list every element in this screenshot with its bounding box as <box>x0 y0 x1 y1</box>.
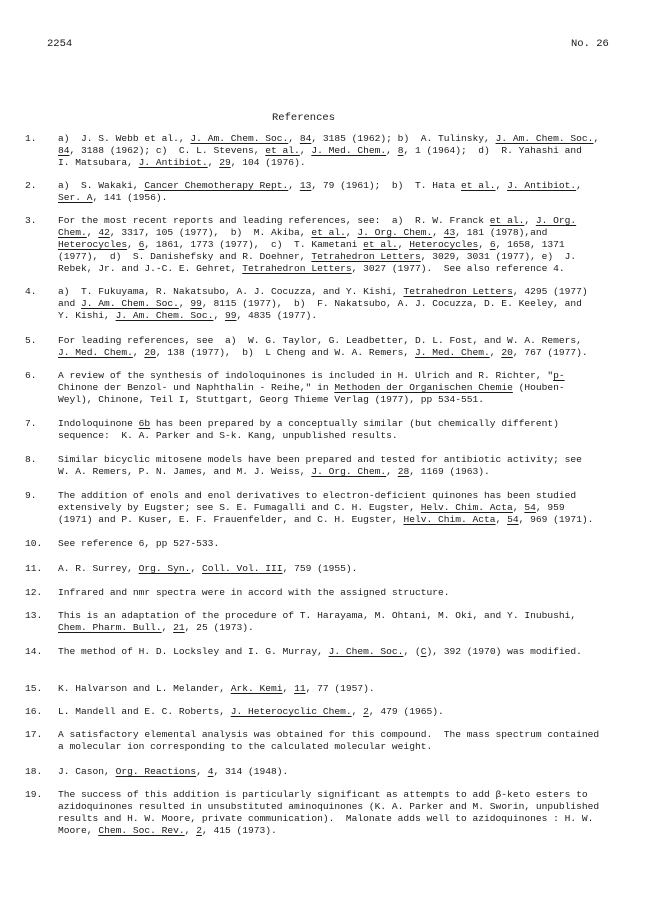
text-segment: , <box>288 180 300 191</box>
underlined-citation: Ser. A <box>58 192 93 203</box>
underlined-citation: J. Antibiot. <box>507 180 577 191</box>
text-segment: , 1861, 1773 (1977), c) T. Kametani <box>144 239 364 250</box>
text-segment: , <box>489 347 502 358</box>
reference-number: 2. <box>25 180 37 191</box>
text-segment: A review of the synthesis of indoloquinones is included in H. Ulrich and R. Richter, " <box>58 370 554 381</box>
underlined-citation: 2 <box>363 706 369 717</box>
reference-line <box>58 145 643 157</box>
underlined-citation: Tetrahedron Letters <box>403 286 513 297</box>
text-segment: Weyl), Chinone, Teil I, Stuttgart, Georg Thieme Verlag (1977), pp 534-551. <box>58 394 485 405</box>
reference-line <box>58 133 643 145</box>
text-segment: , <box>524 215 536 226</box>
reference-text <box>58 454 643 478</box>
underlined-citation: 20 <box>144 347 156 358</box>
underlined-citation: 2 <box>196 825 202 836</box>
text-segment: , 1169 (1963). <box>409 466 490 477</box>
reference-line <box>58 382 643 394</box>
text-segment: results and H. W. Moore, private communication). Malonate adds well to azidoquinones : H. W. <box>58 813 594 824</box>
reference-text <box>58 563 643 575</box>
text-segment: , 3027 (1977). See also reference 4. <box>351 263 565 274</box>
underlined-citation: Tetrahedron Letters <box>311 251 421 262</box>
text-segment: , <box>190 563 202 574</box>
text-segment: Chinone der Benzol- und Naphthalin - Reihe," in <box>58 382 335 393</box>
underlined-citation: 54 <box>507 514 519 525</box>
text-segment: (1971) and P. Kuser, E. F. Frauenfelder, and C. H. Eugster, <box>58 514 404 525</box>
text-segment: , 104 (1976). <box>230 157 306 168</box>
text-segment: This is an adaptation of the procedure of T. Harayama, M. Ohtani, M. Oki, and Y. Inubushi, <box>58 610 577 621</box>
text-segment: a molecular ion corresponding to the calculated molecular weight. <box>58 741 433 752</box>
text-segment: , 415 (1973). <box>201 825 277 836</box>
reference-number: 4. <box>25 286 37 297</box>
text-segment: has been prepared by a conceptually similar (but chemically different) <box>150 418 559 429</box>
text-segment: J. Cason, <box>58 766 116 777</box>
reference-text <box>58 587 643 599</box>
reference-number: 14. <box>25 646 43 657</box>
reference-text <box>58 610 643 634</box>
underlined-citation: J. Am. Chem. Soc. <box>190 133 289 144</box>
reference-number: 1. <box>25 133 37 144</box>
text-segment: , <box>495 180 508 191</box>
underlined-citation: et al. <box>489 215 525 226</box>
underlined-citation: 13 <box>299 180 312 191</box>
reference-text <box>58 706 643 718</box>
reference-line <box>58 466 643 478</box>
reference-number: 12. <box>25 587 43 598</box>
underlined-citation: Helv. Chim. Acta <box>420 502 513 513</box>
underlined-citation: C <box>420 646 427 657</box>
reference-line <box>58 310 643 322</box>
underlined-citation: J. Org. <box>535 215 577 226</box>
reference-number: 7. <box>25 418 37 429</box>
text-segment: L. Mandell and E. C. Roberts, <box>58 706 231 717</box>
underlined-citation: p- <box>553 370 565 381</box>
text-segment: , 25 (1973). <box>184 622 254 633</box>
text-segment: , <box>288 133 300 144</box>
underlined-citation: Org. Syn. <box>138 563 191 574</box>
text-segment: W. A. Remers, P. N. James, and M. J. Weiss, <box>58 466 312 477</box>
reference-line <box>58 418 643 430</box>
reference-line <box>58 335 643 347</box>
underlined-citation: Cancer Chemotherapy Rept. <box>144 180 289 191</box>
reference-text <box>58 766 643 778</box>
reference-line <box>58 215 643 227</box>
text-segment: A satisfactory elemental analysis was obtained for this compound. The mass spectrum contained <box>58 729 600 740</box>
underlined-citation: Methoden der Organischen Chemie <box>334 382 513 393</box>
text-segment: , 767 (1977). <box>512 347 588 358</box>
underlined-citation: J. Heterocyclic Chem. <box>230 706 352 717</box>
text-segment: , 4835 (1977). <box>236 310 318 321</box>
text-segment: , <box>386 145 398 156</box>
reference-text <box>58 286 643 322</box>
underlined-citation: et al. <box>461 180 496 191</box>
reference-line <box>58 813 643 825</box>
text-segment: , 1 (1964); d) R. Yahashi and <box>403 145 582 156</box>
reference-line <box>58 157 643 169</box>
text-segment: a) S. Wakaki, <box>58 180 145 191</box>
reference-text <box>58 490 643 526</box>
underlined-citation: J. Am. Chem. Soc. <box>81 298 179 309</box>
reference-line <box>58 646 643 658</box>
text-segment: , <box>184 825 197 836</box>
reference-line <box>58 394 643 406</box>
underlined-citation: 6 <box>489 239 496 250</box>
underlined-citation: 20 <box>501 347 513 358</box>
underlined-citation: Chem. Soc. Rev. <box>98 825 185 836</box>
text-segment: , 3029, 3031 (1977), e) J. <box>420 251 577 262</box>
underlined-citation: 21 <box>173 622 185 633</box>
references-heading: References <box>272 112 336 124</box>
reference-text <box>58 418 643 442</box>
text-segment: , <box>282 683 295 694</box>
underlined-citation: 6b <box>138 418 151 429</box>
text-segment: , 4295 (1977) <box>512 286 588 297</box>
reference-number: 5. <box>25 335 37 346</box>
reference-line <box>58 538 643 550</box>
reference-line <box>58 286 643 298</box>
reference-number: 3. <box>25 215 37 226</box>
text-segment: , <box>593 133 600 144</box>
reference-line <box>58 610 643 622</box>
reference-line <box>58 766 643 778</box>
underlined-citation: 4 <box>207 766 214 777</box>
text-segment: A. R. Surrey, <box>58 563 139 574</box>
text-segment: (1977), d) S. Danishefsky and R. Doehner, <box>58 251 312 262</box>
underlined-citation: 6 <box>138 239 145 250</box>
reference-line <box>58 622 643 634</box>
reference-line <box>58 825 643 837</box>
reference-number: 19. <box>25 789 43 800</box>
text-segment: Y. Kishi, <box>58 310 116 321</box>
text-segment: , <box>478 239 490 250</box>
text-segment: , 79 (1961); b) T. Hata <box>311 180 462 191</box>
page-number: 2254 <box>47 38 73 50</box>
text-segment: , <box>495 514 508 525</box>
underlined-citation: 11 <box>294 683 306 694</box>
underlined-citation: 29 <box>219 157 231 168</box>
underlined-citation: Chem. <box>58 227 87 238</box>
text-segment: , <box>351 706 364 717</box>
text-segment: , 3317, 105 (1977), b) M. Akiba, <box>109 227 312 238</box>
text-segment: , <box>345 227 358 238</box>
text-segment: , <box>178 298 191 309</box>
underlined-citation: J. Am. Chem. Soc. <box>495 133 594 144</box>
text-segment: K. Halvarson and L. Melander, <box>58 683 231 694</box>
text-segment: , <box>196 766 208 777</box>
text-segment: and <box>58 298 82 309</box>
underlined-citation: et al. <box>265 145 300 156</box>
underlined-citation: 54 <box>524 502 536 513</box>
underlined-citation: J. Med. Chem. <box>414 347 490 358</box>
underlined-citation: Coll. Vol. III <box>201 563 283 574</box>
text-segment: Infrared and nmr spectra were in accord with the assigned structure. <box>58 587 450 598</box>
text-segment: , 141 (1956). <box>92 192 168 203</box>
reference-text <box>58 538 643 550</box>
reference-line <box>58 514 643 526</box>
reference-number: 6. <box>25 370 37 381</box>
text-segment: , ( <box>403 646 421 657</box>
text-segment: Moore, <box>58 825 99 836</box>
issue-number: No. 26 <box>571 38 609 50</box>
reference-text <box>58 133 643 169</box>
reference-number: 10. <box>25 538 43 549</box>
underlined-citation: 8 <box>397 145 404 156</box>
underlined-citation: Helv. Chim. Acta <box>403 514 496 525</box>
text-segment: , 3185 (1962); b) A. Tulinsky, <box>311 133 496 144</box>
text-segment: Similar bicyclic mitosene models have been prepared and tested for antibiotic activity; see <box>58 454 582 465</box>
text-segment: Indoloquinone <box>58 418 139 429</box>
reference-line <box>58 298 643 310</box>
text-segment: , 479 (1965). <box>368 706 444 717</box>
reference-line <box>58 192 643 204</box>
text-segment: Rebek, Jr. and J.-C. E. Gehret, <box>58 263 243 274</box>
text-segment: , 77 (1957). <box>305 683 375 694</box>
reference-number: 15. <box>25 683 43 694</box>
reference-text <box>58 215 643 275</box>
text-segment: The success of this addition is particularly significant as attempts to add β-keto esters to <box>58 789 588 800</box>
underlined-citation: J. Org. Chem. <box>357 227 433 238</box>
text-segment: , <box>432 227 444 238</box>
underlined-citation: 99 <box>224 310 237 321</box>
reference-line <box>58 430 643 442</box>
text-segment: , 138 (1977), b) L Cheng and W. A. Remers, <box>155 347 415 358</box>
text-segment: , <box>299 145 312 156</box>
text-segment: azidoquinones resulted in unsubstituted aminoquinones (K. A. Parker and M. Sworin, unpublished <box>58 801 600 812</box>
underlined-citation: Heterocycles <box>409 239 479 250</box>
reference-line <box>58 706 643 718</box>
text-segment: (Houben- <box>512 382 565 393</box>
reference-line <box>58 683 643 695</box>
text-segment: , 1658, 1371 <box>495 239 565 250</box>
text-segment: For leading references, see a) W. G. Taylor, G. Leadbetter, D. L. Fost, and W. A. Remers, <box>58 335 582 346</box>
text-segment: , 759 (1955). <box>282 563 358 574</box>
text-segment: , <box>207 157 220 168</box>
reference-line <box>58 587 643 599</box>
reference-line <box>58 263 643 275</box>
underlined-citation: Org. Reactions <box>115 766 197 777</box>
reference-line <box>58 801 643 813</box>
reference-text <box>58 789 643 837</box>
text-segment: , <box>127 239 139 250</box>
underlined-citation: J. Med. Chem. <box>58 347 133 358</box>
text-segment: I. Matsubara, <box>58 157 139 168</box>
underlined-citation: Tetrahedron Letters <box>242 263 352 274</box>
text-segment: a) J. S. Webb et al., <box>58 133 191 144</box>
underlined-citation: 84 <box>299 133 312 144</box>
text-segment: , <box>213 310 225 321</box>
reference-line <box>58 563 643 575</box>
reference-number: 9. <box>25 490 37 501</box>
reference-line <box>58 789 643 801</box>
text-segment: The addition of enols and enol derivatives to electron-deficient quinones has been studied <box>58 490 577 501</box>
reference-text <box>58 180 643 204</box>
reference-number: 17. <box>25 729 43 740</box>
text-segment: , 3188 (1962); c) C. L. Stevens, <box>69 145 266 156</box>
text-segment: , <box>161 622 174 633</box>
underlined-citation: 28 <box>397 466 410 477</box>
underlined-citation: 84 <box>58 145 70 156</box>
reference-line <box>58 729 643 741</box>
text-segment: sequence: K. A. Parker and S-k. Kang, unpublished results. <box>58 430 398 441</box>
text-segment: , 969 (1971). <box>518 514 594 525</box>
underlined-citation: J. Antibiot. <box>138 157 208 168</box>
underlined-citation: J. Chem. Soc. <box>328 646 404 657</box>
reference-line <box>58 502 643 514</box>
reference-line <box>58 347 643 359</box>
text-segment: , 8115 (1977), b) F. Nakatsubo, A. J. Cocuzza, D. E. Keeley, and <box>201 298 582 309</box>
text-segment: , <box>86 227 99 238</box>
underlined-citation: J. Am. Chem. Soc. <box>115 310 214 321</box>
underlined-citation: J. Med. Chem. <box>311 145 387 156</box>
reference-number: 8. <box>25 454 37 465</box>
text-segment: a) T. Fukuyama, R. Nakatsubo, A. J. Cocuzza, and Y. Kishi, <box>58 286 404 297</box>
reference-number: 18. <box>25 766 43 777</box>
text-segment: The method of H. D. Locksley and I. G. Murray, <box>58 646 329 657</box>
reference-text <box>58 335 643 359</box>
reference-line <box>58 490 643 502</box>
reference-line <box>58 251 643 263</box>
text-segment: extensively by Eugster; see S. E. Fumagalli and C. H. Eugster, <box>58 502 421 513</box>
text-segment: , <box>576 180 582 191</box>
reference-number: 13. <box>25 610 43 621</box>
text-segment: , 181 (1978),and <box>455 227 548 238</box>
reference-text <box>58 683 643 695</box>
reference-number: 11. <box>25 563 43 574</box>
reference-line <box>58 227 643 239</box>
underlined-citation: 43 <box>443 227 456 238</box>
text-segment: , <box>397 239 410 250</box>
underlined-citation: et al. <box>363 239 398 250</box>
reference-line <box>58 454 643 466</box>
reference-text <box>58 370 643 406</box>
text-segment: , <box>386 466 398 477</box>
reference-line <box>58 741 643 753</box>
reference-line <box>58 370 643 382</box>
text-segment: , <box>132 347 145 358</box>
reference-text <box>58 729 643 753</box>
text-segment: , <box>512 502 525 513</box>
text-segment: For the most recent reports and leading references, see: a) R. W. Franck <box>58 215 490 226</box>
underlined-citation: Heterocycles <box>58 239 128 250</box>
text-segment: , 959 <box>535 502 565 513</box>
underlined-citation: 42 <box>98 227 110 238</box>
text-segment: , 314 (1948). <box>213 766 289 777</box>
underlined-citation: Chem. Pharm. Bull. <box>58 622 162 633</box>
reference-number: 16. <box>25 706 43 717</box>
underlined-citation: J. Org. Chem. <box>311 466 387 477</box>
underlined-citation: Ark. Kemi <box>230 683 283 694</box>
reference-line <box>58 180 643 192</box>
reference-text <box>58 646 643 658</box>
underlined-citation: 99 <box>190 298 202 309</box>
text-segment: See reference 6, pp 527-533. <box>58 538 220 549</box>
text-segment: ), 392 (1970) was modified. <box>426 646 582 657</box>
reference-line <box>58 239 643 251</box>
underlined-citation: et al. <box>311 227 346 238</box>
